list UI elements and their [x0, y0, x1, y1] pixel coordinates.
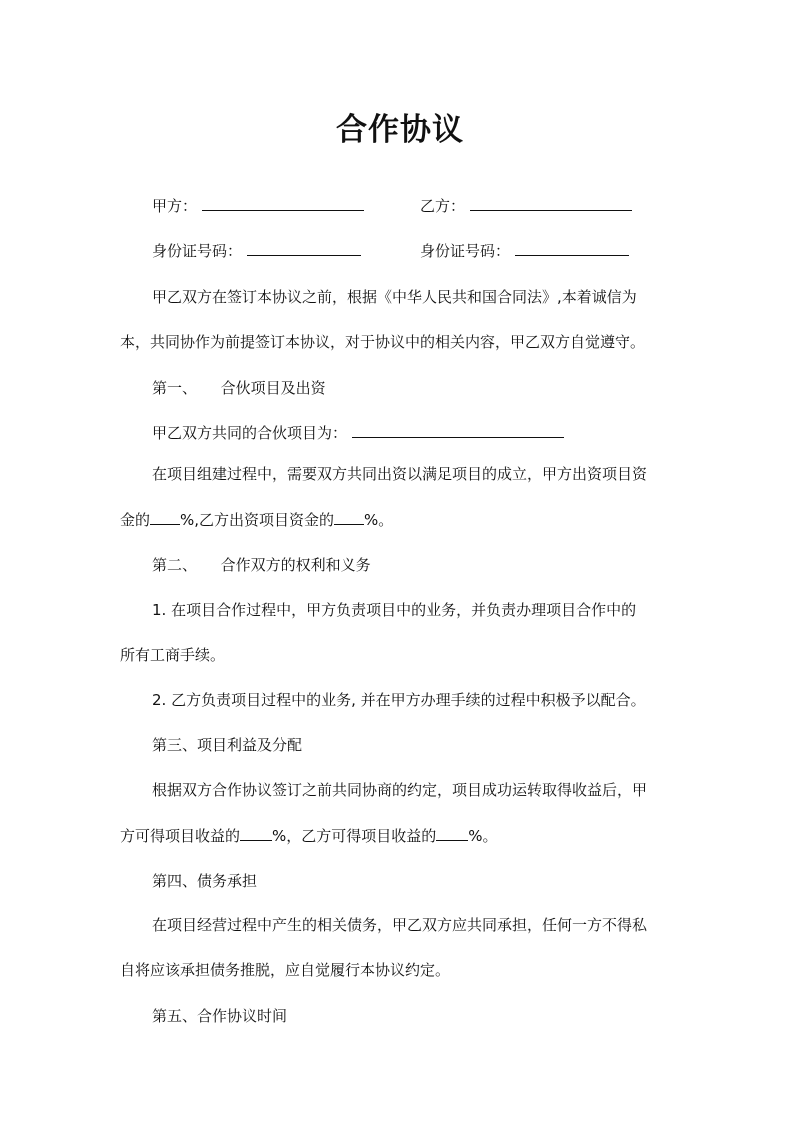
party-a-id-label: 身份证号码：	[152, 242, 243, 260]
section-2-number: 第二、	[152, 556, 198, 574]
investment-text-a: 金的	[120, 511, 151, 529]
section-2-heading	[152, 555, 371, 575]
debt-line-2: 自将应该承担债务推脱，应自觉履行本协议约定。	[120, 961, 451, 979]
party-a-blank[interactable]	[202, 196, 364, 211]
investment-text-c: %。	[364, 511, 394, 529]
party-b-line	[420, 196, 632, 216]
section-1-number: 第一、	[152, 379, 198, 397]
party-b-id-label: 身份证号码：	[420, 242, 511, 260]
rights-item-2: 2. 乙方负责项目过程中的业务, 并在甲方办理手续的过程中积极予以配合。	[152, 691, 646, 709]
party-a-share-blank[interactable]	[150, 510, 180, 525]
party-a-id-line	[152, 241, 361, 261]
party-b-share-blank[interactable]	[334, 510, 364, 525]
party-b-label: 乙方：	[420, 197, 466, 215]
party-b-id-line	[420, 241, 629, 261]
profit-line-2	[120, 826, 498, 846]
section-1-title: 合伙项目及出资	[220, 379, 326, 397]
document-title: 合作协议	[336, 112, 464, 148]
project-line	[152, 423, 564, 443]
party-b-profit-blank[interactable]	[436, 826, 468, 841]
section-2-title: 合作双方的权利和义务	[220, 556, 371, 574]
section-5-heading: 第五、合作协议时间	[152, 1007, 288, 1025]
profit-text-a: 方可得项目收益的	[120, 827, 241, 845]
investment-text-b: %,乙方出资项目资金的	[180, 511, 335, 529]
project-blank[interactable]	[352, 423, 564, 438]
profit-text-b: %，乙方可得项目收益的	[272, 827, 437, 845]
intro-line-1: 甲乙双方在签订本协议之前，根据《中华人民共和国合同法》,本着诚信为	[152, 288, 637, 306]
party-a-line	[152, 196, 364, 216]
project-label: 甲乙双方共同的合伙项目为：	[152, 424, 348, 442]
profit-line-1: 根据双方合作协议签订之前共同协商的约定，项目成功运转取得收益后，甲	[152, 781, 648, 799]
party-a-profit-blank[interactable]	[240, 826, 272, 841]
party-b-blank[interactable]	[470, 196, 632, 211]
intro-line-2: 本，共同协作为前提签订本协议，对于协议中的相关内容，甲乙双方自觉遵守。	[120, 333, 646, 351]
rights-item-1-line-1: 1. 在项目合作过程中，甲方负责项目中的业务，并负责办理项目合作中的	[152, 601, 637, 619]
party-b-id-blank[interactable]	[515, 241, 629, 256]
section-4-heading: 第四、债务承担	[152, 872, 258, 890]
profit-text-c: %。	[468, 827, 498, 845]
rights-item-1-line-2: 所有工商手续。	[120, 646, 226, 664]
section-1-heading	[152, 378, 326, 398]
investment-line-2	[120, 510, 393, 530]
party-a-label: 甲方：	[152, 197, 198, 215]
debt-line-1: 在项目经营过程中产生的相关债务，甲乙双方应共同承担，任何一方不得私	[152, 916, 648, 934]
investment-line-1: 在项目组建过程中，需要双方共同出资以满足项目的成立，甲方出资项目资	[152, 465, 648, 483]
section-3-heading: 第三、项目利益及分配	[152, 736, 303, 754]
party-a-id-blank[interactable]	[247, 241, 361, 256]
